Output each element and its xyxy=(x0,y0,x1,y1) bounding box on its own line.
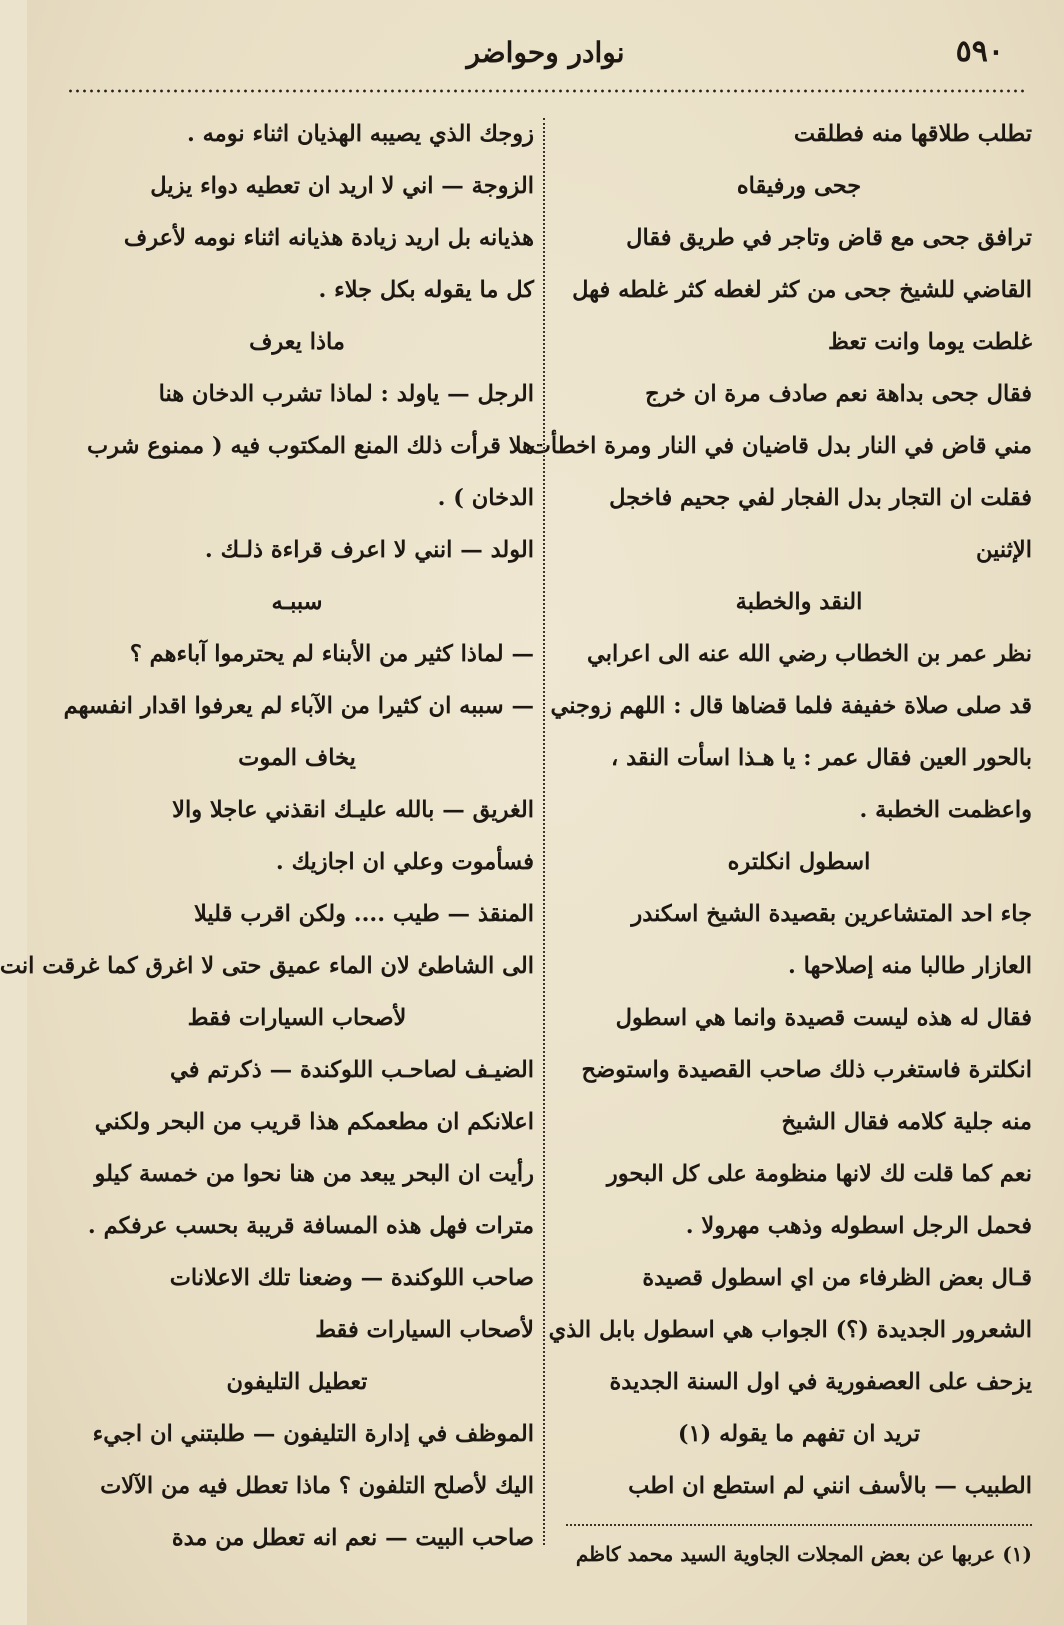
text-line: العازار طالبا منه إصلاحها . xyxy=(787,953,1032,979)
page-number: ٥٩٠ xyxy=(955,34,1004,69)
section-heading-understand: تريد ان تفهم ما يقوله (١) xyxy=(677,1421,921,1447)
text-line: الولد — انني لا اعرف قراءة ذلـك . xyxy=(204,537,534,563)
text-line: زوجك الذي يصيبه الهذيان اثناء نومه . xyxy=(186,121,534,147)
footnote-divider xyxy=(566,1524,1032,1526)
text-line: صاحب اللوكندة — وضعنا تلك الاعلانات xyxy=(169,1265,534,1291)
text-line: فحمل الرجل اسطوله وذهب مهرولا . xyxy=(685,1213,1032,1239)
text-line: يزحف على العصفورية في اول السنة الجديدة xyxy=(609,1369,1032,1395)
text-line: صاحب البيت — نعم انه تعطل من مدة xyxy=(171,1525,534,1551)
text-line: فقال له هذه ليست قصيدة وانما هي اسطول xyxy=(615,1005,1032,1031)
running-title: نوادر وحواضر xyxy=(466,36,625,69)
text-line: الى الشاطئ لان الماء عميق حتى لا اغرق كما غرقت انت xyxy=(0,953,534,979)
section-heading-reason: سببـه xyxy=(271,589,323,615)
text-line: نعم كما قلت لك لانها منظومة على كل البحور xyxy=(606,1161,1032,1187)
text-line: الطبيب — بالأسف انني لم استطع ان اطب xyxy=(628,1473,1032,1499)
text-line: الرجل — ياولد : لماذا تشرب الدخان هنا xyxy=(158,381,534,407)
text-line: هذيانه بل اريد زيادة هذيانه اثناء نومه لأعرف xyxy=(123,225,534,251)
right-column xyxy=(529,108,1032,1512)
text-line: هلا قرأت ذلك المنع المكتوب فيه ( ممنوع شرب xyxy=(86,433,534,459)
text-line: المنقذ — طيب .... ولكن اقرب قليلا xyxy=(193,901,534,927)
section-heading-car-owners: لأصحاب السيارات فقط xyxy=(187,1005,407,1031)
text-line: غلطت يوما وانت تعظ xyxy=(827,329,1032,355)
text-line: فقلت ان التجار بدل الفجار لفي جحيم فاخجل xyxy=(609,485,1032,511)
text-line: كل ما يقوله بكل جلاء . xyxy=(318,277,534,303)
text-line: مترات فهل هذه المسافة قريبة بحسب عرفكم . xyxy=(87,1213,534,1239)
left-column xyxy=(0,108,534,1564)
text-line: الدخان ) . xyxy=(437,485,534,511)
text-line: الموظف في إدارة التليفون — طلبتني ان اجيء xyxy=(92,1421,534,1447)
page-header xyxy=(67,28,1024,88)
text-line: القاضي للشيخ جحى من كثر لغطه كثر غلطه فهل xyxy=(572,277,1032,303)
text-line: الزوجة — اني لا اريد ان تعطيه دواء يزيل xyxy=(150,173,534,199)
text-line: — لماذا كثير من الأبناء لم يحترموا آباءهم ؟ xyxy=(129,641,534,667)
text-line: مني قاض في النار بدل قاضيان في النار ومرة اخطأت xyxy=(529,433,1032,459)
text-line: تطلب طلاقها منه فطلقت xyxy=(793,121,1032,147)
text-line: لأصحاب السيارات فقط xyxy=(315,1317,534,1343)
section-heading-criticism: النقد والخطبة xyxy=(735,589,863,615)
text-line: بالحور العين فقال عمر : يا هـذا اسأت النقد ، xyxy=(611,745,1032,771)
text-line: جاء احد المتشاعرين بقصيدة الشيخ اسكندر xyxy=(631,901,1032,927)
text-line: الغريق — بالله عليـك انقذني عاجلا والا xyxy=(172,797,534,823)
text-line: الضيـف لصاحـب اللوكندة — ذكرتم في xyxy=(170,1057,534,1083)
text-line: اليك لأصلح التلفون ؟ ماذا تعطل فيه من الآلات xyxy=(100,1473,534,1499)
section-heading-juha: جحى ورفيقاه xyxy=(736,173,862,199)
text-line: منه جلية كلامه فقال الشيخ xyxy=(781,1109,1032,1135)
text-line: نظر عمر بن الخطاب رضي الله عنه الى اعرابي xyxy=(586,641,1032,667)
text-line: — سببه ان كثيرا من الآباء لم يعرفوا اقدار انفسهم xyxy=(63,693,534,719)
column-divider xyxy=(543,118,545,1545)
text-line: واعظمت الخطبة . xyxy=(859,797,1032,823)
text-line: فسأموت وعلي ان اجازيك . xyxy=(275,849,534,875)
text-line: قد صلى صلاة خفيفة فلما قضاها قال : اللهم زوجني xyxy=(550,693,1032,719)
section-heading-fears-death: يخاف الموت xyxy=(238,745,356,771)
text-line: الإثنين xyxy=(975,537,1032,563)
text-line: قـال بعض الظرفاء من اي اسطول قصيدة xyxy=(642,1265,1032,1291)
section-heading-fleet: اسطول انكلتره xyxy=(727,849,871,875)
section-heading-what-knows: ماذا يعرف xyxy=(249,329,345,355)
text-line: انكلترة فاستغرب ذلك صاحب القصيدة واستوضح xyxy=(581,1057,1032,1083)
header-divider xyxy=(67,88,1024,94)
section-heading-telephone: تعطيل التليفون xyxy=(226,1369,368,1395)
text-line: ترافق جحى مع قاض وتاجر في طريق فقال xyxy=(626,225,1032,251)
text-line: رأيت ان البحر يبعد من هنا نحوا من خمسة كيلو xyxy=(94,1161,534,1187)
text-line: الشعرور الجديدة (؟) الجواب هي اسطول بابل الذي xyxy=(548,1317,1032,1343)
text-line: فقال جحى بداهة نعم صادف مرة ان خرج xyxy=(645,381,1032,407)
text-line: اعلانكم ان مطعمكم هذا قريب من البحر ولكني xyxy=(94,1109,534,1135)
footnote: (١) عربها عن بعض المجلات الجاوية السيد محمد كاظم xyxy=(575,1542,1032,1566)
